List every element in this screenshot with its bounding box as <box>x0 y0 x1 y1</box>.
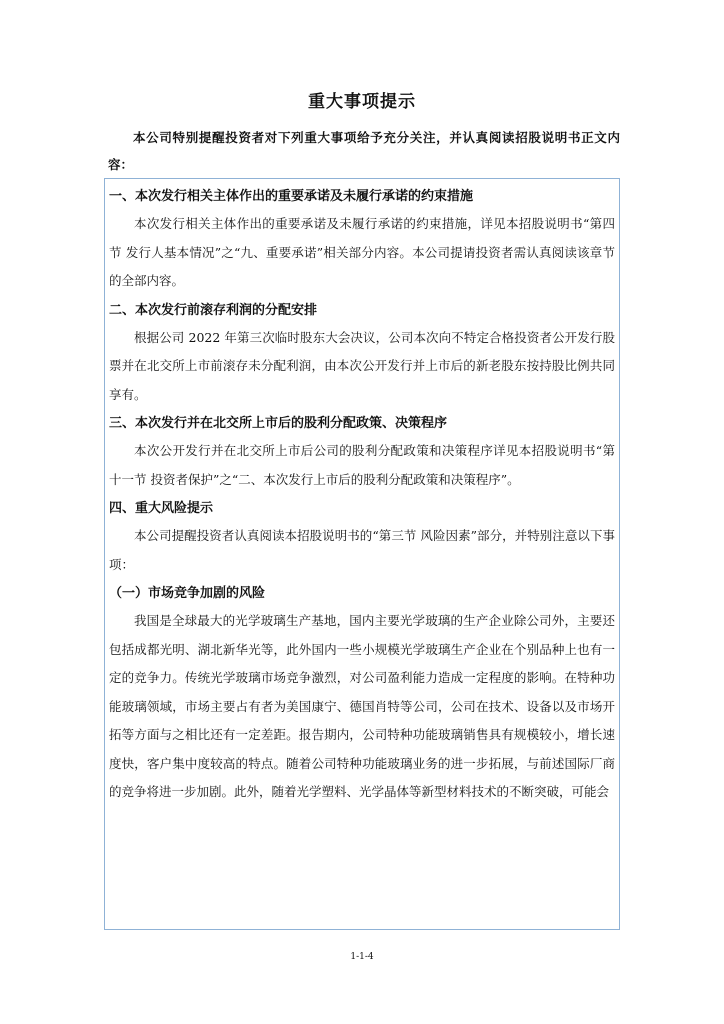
section-heading-3: 三、本次发行并在北交所上市后的股利分配政策、决策程序 <box>109 416 448 431</box>
section-body-3: 本次公开发行并在北交所上市后公司的股利分配政策和决策程序详见本招股说明书“第十一节 投资者保护”之“二、本次发行上市后的股利分配政策和决策程序”。 <box>109 443 615 487</box>
subsection-heading-market-competition: （一）市场竞争加剧的风险 <box>109 586 266 601</box>
page-title: 重大事项提示 <box>308 92 416 112</box>
intro-paragraph: 本公司特别提醒投资者对下列重大事项给予充分关注，并认真阅读招股说明书正文内容： <box>108 130 620 172</box>
page-number: 1-1-4 <box>350 952 374 962</box>
section-body-2: 根据公司 2022 年第三次临时股东大会决议，公司本次向不特定合格投资者公开发行股票并在北交所上市前滚存未分配利润，由本次公开发行并上市后的新老股东按持股比例共同享有。 <box>109 329 615 402</box>
section-heading-1: 一、本次发行相关主体作出的重要承诺及未履行承诺的约束措施 <box>109 189 474 204</box>
content-box <box>104 178 620 930</box>
section-heading-2: 二、本次发行前滚存利润的分配安排 <box>109 302 318 318</box>
subsection-body-market-competition: 我国是全球最大的光学玻璃生产基地，国内主要光学玻璃的生产企业除公司外，主要还包括成都光明、湖北新华光等，此外国内一些小规模光学玻璃生产企业在个别品种上也有一定的竞争力。传统光学玻璃市场竞争激烈，对公司盈利能力造成一定程度的影响。在特种功能玻璃领域，市场主要占有者为美国康宁、德国肖特等公司，公司在技术、设备以及市场开拓等方面与之相比还有一定差距。报告期内，公司特种功能玻璃销售具有规模较小，增长速度快，客户集中度较高的特点。随着公司特种功能玻璃业务的进一步拓展，与前述国际厂商的竞争将进一步加剧。此外，随着光学塑料、光学晶体等新型材料技术的不断突破，可能会 <box>109 613 615 799</box>
section-body-4: 本公司提醒投资者认真阅读本招股说明书的“第三节 风险因素”部分，并特别注意以下事项： <box>109 528 615 572</box>
section-body-1: 本次发行相关主体作出的重要承诺及未履行承诺的约束措施，详见本招股说明书“第四节 发行人基本情况”之“九、重要承诺”相关部分内容。本公司提请投资者需认真阅读该章节的全部内容。 <box>109 216 615 288</box>
section-heading-4: 四、重大风险提示 <box>109 501 214 516</box>
